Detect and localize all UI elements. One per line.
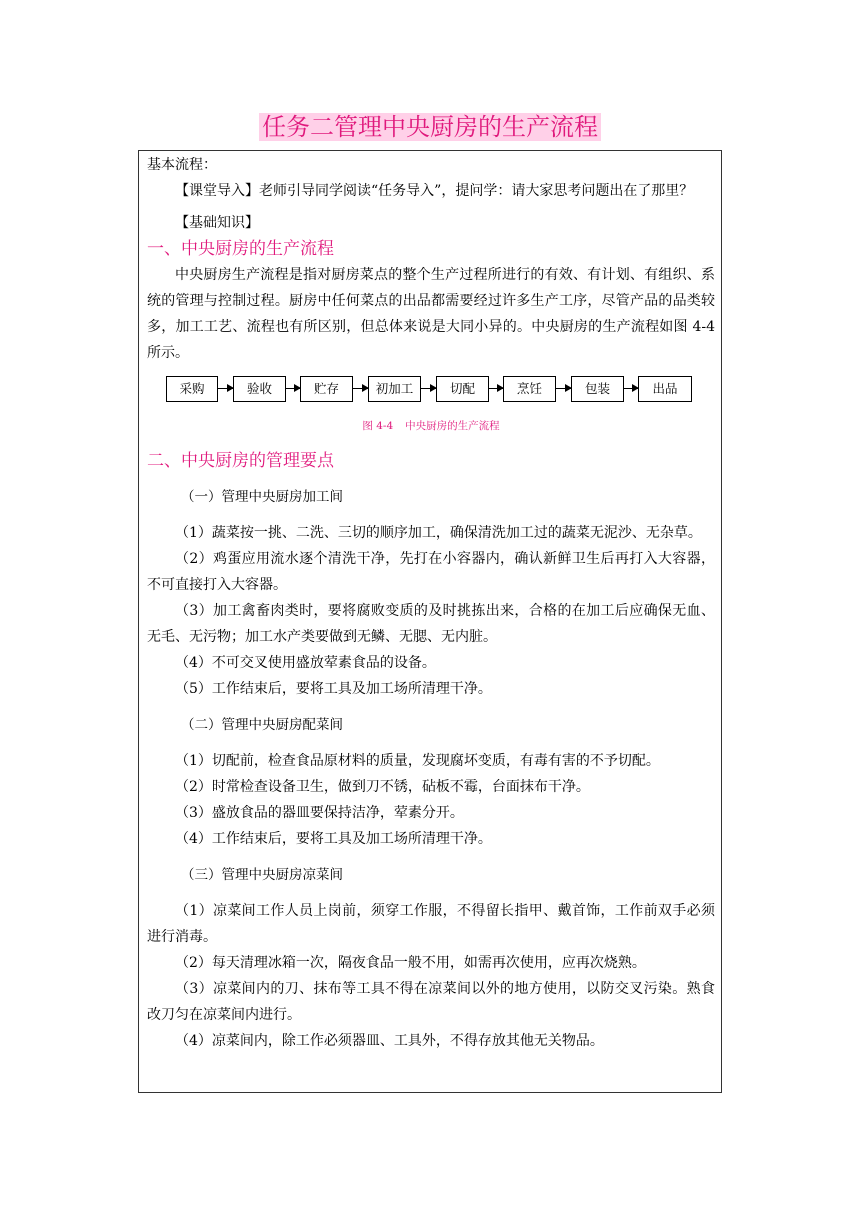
flow-step: 切配 — [436, 376, 489, 402]
flow-arrow-icon — [286, 388, 300, 389]
production-flowchart — [147, 376, 715, 406]
subsection2-heading: （二）管理中央厨房配菜间 — [181, 717, 343, 733]
figure-number: 图 4-4 — [362, 420, 394, 432]
section1-paragraph: 中央厨房生产流程是指对厨房菜点的整个生产过程所进行的有效、有计划、有组织、系统的管理与控制过程。厨房中任何菜点的出品都需要经过许多生产工序，尽管产品的品类较多，加工工艺、流程也有所区别，但总体来说是大同小异的。中央厨房的生产流程如图 4-4 所示。 — [147, 267, 715, 361]
flow-step: 采购 — [166, 376, 218, 402]
flow-step: 出品 — [638, 376, 692, 402]
flow-step: 烹饪 — [503, 376, 556, 402]
list-item: （3）凉菜间内的刀、抹布等工具不得在凉菜间以外的地方使用，以防交叉污染。熟食改刀匀在凉菜间内进行。 — [147, 981, 715, 1023]
list-item: （1）切配前，检查食品原材料的质量，发现腐坏变质，有毒有害的不予切配。 — [175, 753, 660, 769]
section2-heading: 二、中央厨房的管理要点 — [147, 451, 334, 471]
basics-label: 【基础知识】 — [175, 215, 259, 231]
subsection1-heading: （一）管理中央厨房加工间 — [181, 489, 343, 505]
list-item: （1）凉菜间工作人员上岗前，须穿工作服，不得留长指甲、戴首饰，工作前双手必须进行消毒。 — [147, 903, 715, 945]
page-title-wrap — [0, 110, 860, 144]
figure-caption — [147, 416, 715, 436]
basic-flow-label: 基本流程： — [147, 157, 217, 173]
flow-arrow-icon — [556, 388, 571, 389]
list-item: （3）盛放食品的器皿要保持洁净，荤素分开。 — [175, 805, 464, 821]
flow-arrow-icon — [353, 388, 368, 389]
list-item: （5）工作结束后，要将工具及加工场所清理干净。 — [175, 681, 492, 697]
flow-step: 初加工 — [368, 376, 421, 402]
figure-title: 中央厨房的生产流程 — [405, 420, 500, 432]
flow-arrow-icon — [218, 388, 233, 389]
subsection3-heading: （三）管理中央厨房凉菜间 — [181, 867, 343, 883]
list-item: （4）凉菜间内，除工作必须器皿、工具外，不得存放其他无关物品。 — [175, 1033, 604, 1049]
flow-arrow-icon — [624, 388, 638, 389]
flow-step: 包装 — [571, 376, 624, 402]
list-item: （3）加工禽畜肉类时，要将腐败变质的及时挑拣出来，合格的在加工后应确保无血、无毛、无污物；加工水产类要做到无鳞、无腮、无内脏。 — [147, 603, 715, 645]
list-item: （2）鸡蛋应用流水逐个清洗干净，先打在小容器内，确认新鲜卫生后再打入大容器，不可直接打入大容器。 — [147, 551, 715, 593]
flow-step: 验收 — [233, 376, 286, 402]
list-item: （2）时常检查设备卫生，做到刀不锈，砧板不霉，台面抹布干净。 — [175, 779, 590, 795]
list-item: （4）不可交叉使用盛放荤素食品的设备。 — [175, 655, 436, 671]
document-body — [147, 152, 715, 1054]
list-item: （2）每天清理冰箱一次，隔夜食品一般不用，如需再次使用，应再次烧熟。 — [175, 955, 646, 971]
lead-in-paragraph: 【课堂导入】老师引导同学阅读“任务导入”，提问学：请大家思考问题出在了那里？ — [175, 183, 694, 199]
list-item: （1）蔬菜按一挑、二洗、三切的顺序加工，确保清洗加工过的蔬菜无泥沙、无杂草。 — [175, 525, 702, 541]
list-item: （4）工作结束后，要将工具及加工场所清理干净。 — [175, 831, 492, 847]
flow-arrow-icon — [489, 388, 503, 389]
section1-heading: 一、中央厨房的生产流程 — [147, 239, 334, 259]
flow-arrow-icon — [421, 388, 436, 389]
page-title: 任务二管理中央厨房的生产流程 — [259, 113, 601, 141]
flow-step: 贮存 — [300, 376, 353, 402]
